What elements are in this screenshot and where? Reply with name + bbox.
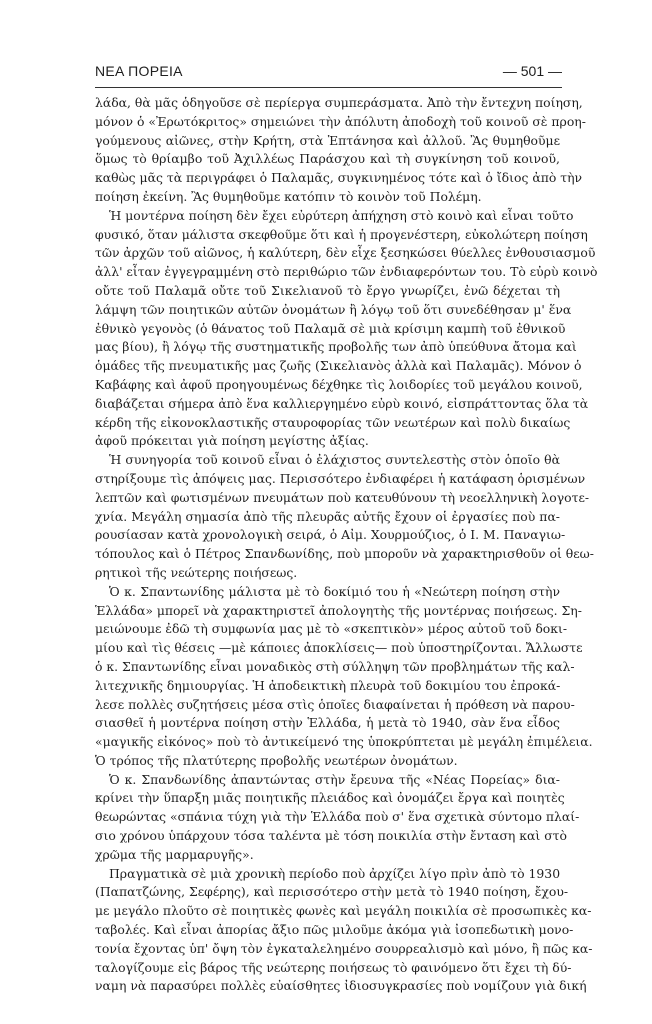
text-line: τόπουλος καὶ ὁ Πέτρος Σπανδωνίδης, ποὺ μποροῦν νὰ χαρακτηρισθοῦν οἱ θεω- <box>95 546 594 562</box>
text-line: ὁ κ. Σπαντωνίδης εἶναι μοναδικὸς στὴ σύλληψη τῶν προβλημάτων τῆς καλ- <box>95 658 575 674</box>
text-line: με μεγάλο πλοῦτο σὲ ποιητικὲς φωνὲς καὶ μεγάλη ποικιλία σὲ προσωπικὲς κα- <box>95 903 592 919</box>
text-line: χρῶμα τῆς μαρμαρυγῆς». <box>95 846 254 862</box>
text-line: λάδα, θὰ μᾶς ὁδηγοῦσε σὲ περίεργα συμπεράσματα. Ἀπὸ τὴν ἔντεχνη ποίηση, <box>95 95 583 110</box>
text-line: Ἑλλάδα» μπορεῖ νὰ χαρακτηριστεῖ ἀπολογητὴς τῆς μοντέρνας ποιήσεως. Ση- <box>95 602 582 618</box>
text-line: στηρίξουμε τὶς ἀπόψεις μας. Περισσότερο ἐνδιαφέρει ἡ κατάφαση ὁρισμένων <box>95 470 586 486</box>
text-line: τονία ἔχοντας ὑπ' ὄψη τὸν ἐγκαταλελημένο σουρρεαλισμὸ καὶ μόνο, ἢ πῶς κα- <box>95 940 593 956</box>
text-line: σιο χρόνου ὑπάρχουν τόσα ταλέντα μὲ τόση ποικιλία στὴν ἔνταση καὶ στὸ <box>95 828 567 844</box>
text-line: γούμενους αἰῶνες, στὴν Κρήτη, στὰ Ἑπτάνησα καὶ ἀλλοῦ. Ἂς θυμηθοῦμε <box>95 132 560 148</box>
text-line: μίου καὶ τὶς θέσεις —μὲ κάποιες ἀποκλίσεις— ποὺ ὑποστηρίζονται. Ἄλλωστε <box>95 640 583 656</box>
text-line: ταλογίζουμε εἰς βάρος τῆς νεώτερης ποιήσεως τὸ φαινόμενο ὅτι ἔχει τὴ δύ- <box>95 959 572 975</box>
text-line: διαβάζεται σήμερα ἀπὸ ἕνα καλλιεργημένο εὐρὺ κοινό, εἰσπράττοντας ὅλα τὰ <box>95 395 589 411</box>
text-line: λιτεχνικῆς δημιουργίας. Ἡ ἀποδεικτικὴ πλευρὰ τοῦ δοκιμίου του ἐπροκά- <box>95 677 561 693</box>
text-line: λεσε πολλὲς συζητήσεις μέσα στὶς ὁποῖες διαφαίνεται ἡ πρόθεση νὰ παρου- <box>95 696 575 712</box>
text-line: τῶν ἀρχῶν τοῦ αἰῶνος, ἡ καλύτερη, δὲν εἶχε ξεσηκώσει θύελλες ἐνθουσιασμοῦ <box>95 245 596 261</box>
text-line: Ὁ κ. Σπανδωνίδης ἀπαντώντας στὴν ἔρευνα τῆς «Νέας Πορείας» δια- <box>109 771 560 787</box>
text-line: Πραγματικὰ σὲ μιὰ χρονικὴ περίοδο ποὺ ἀρχίζει λίγο πρὶν ἀπὸ τὸ 1930 <box>109 865 561 881</box>
running-header <box>95 63 562 83</box>
text-line: ἐθνικὸ γεγονὸς (ὁ θάνατος τοῦ Παλαμᾶ σὲ μιὰ κρίσιμη καμπὴ τοῦ ἐθνικοῦ <box>95 320 566 336</box>
text-line: Καβάφης καὶ ἀφοῦ προηγουμένως δέχθηκε τὶς λοιδορίες τοῦ μεγάλου κοινοῦ, <box>95 376 583 392</box>
page-number: — 501 — <box>502 63 562 79</box>
text-line: σιασθεῖ ἡ μοντέρνα ποίηση στὴν Ἑλλάδα, ἡ μετὰ τὸ 1940, σὰν ἕνα εἶδος <box>95 715 560 731</box>
text-line: ρητικοὶ τῆς νεώτερης ποιήσεως. <box>95 564 298 580</box>
text-line: ὁμάδες τῆς πνευματικῆς μας ζωῆς (Σικελιανὸς ἀλλὰ καὶ Παλαμᾶς). Μόνον ὁ <box>95 358 582 374</box>
text-line: λεπτῶν καὶ φωτισμένων πνευμάτων ποὺ κατευθύνουν τὴ νεοελληνικὴ λογοτε- <box>95 489 590 505</box>
text-line: ὅμως τὸ θρίαμβο τοῦ Ἀχιλλέως Παράσχου καὶ τὴ συγκίνηση τοῦ κοινοῦ, <box>95 151 560 167</box>
text-line: κέρδη τῆς εἰκονοκλαστικῆς σταυροφορίας τῶν νεωτέρων καὶ πολὺ δικαίως <box>95 414 571 430</box>
text-line: χνία. Μεγάλη σημασία ἀπὸ τῆς πλευρᾶς αὐτῆς ἔχουν οἱ ἐργασίες ποὺ πα- <box>95 508 560 524</box>
text-line: λάμψη τῶν ποιητικῶν αὐτῶν ὀνομάτων ἢ λόγῳ τοῦ ὅτι συνεδέθησαν μ' ἕνα <box>95 301 572 317</box>
text-line: Ὁ κ. Σπαντωνίδης μάλιστα μὲ τὸ δοκίμιό του ἡ «Νεώτερη ποίηση στὴν <box>109 583 560 599</box>
text-line: μας βίου), ἢ λόγῳ τῆς συστηματικῆς προβολῆς των ἀπὸ ὑπεύθυνα ἄτομα καὶ <box>95 339 577 355</box>
header-rule <box>95 87 562 88</box>
text-line: θεωρώντας «σπάνια τύχη γιὰ τὴν Ἑλλάδα ποὺ σ' ἕνα σχετικὰ σύντομο πλαί- <box>95 809 580 825</box>
text-line: «μαγικῆς εἰκόνος» ποὺ τὸ ἀντικείμενό της ὑποκρύπτεται μὲ μεγάλη ἐπιμέλεια. <box>95 734 593 750</box>
text-line: φυσικό, ὅταν μάλιστα σκεφθοῦμε ὅτι καὶ ἡ προγενέστερη, εὐκολώτερη ποίηση <box>95 226 588 242</box>
text-line: μειώνουμε ἐδῶ τὴ συμφωνία μας μὲ τὸ «σκεπτικὸν» μέρος αὐτοῦ τοῦ δοκι- <box>95 621 568 637</box>
text-line: ρουσίασαν κατὰ χρονολογικὴ σειρά, ὁ Αἰμ. Χουρμούζιος, ὁ Ι. Μ. Παναγιω- <box>95 527 566 543</box>
text-line: καθὼς μᾶς τὰ περιγράφει ὁ Παλαμᾶς, συγκινημένος τότε καὶ ὁ ἴδιος ἀπὸ τὴν <box>95 170 583 186</box>
text-line: κρίνει τὴν ὕπαρξη μιᾶς ποιητικῆς πλειάδος καὶ ὀνομάζει ἔργα καὶ ποιητὲς <box>95 790 565 806</box>
body-text <box>95 94 598 996</box>
text-line: ταβολές. Καὶ εἶναι ἀπορίας ἄξιο πῶς μιλοῦμε ἀκόμα γιὰ ἰσοπεδωτικὴ μονο- <box>95 922 574 938</box>
text-line: Ἡ συνηγορία τοῦ κοινοῦ εἶναι ὁ ἐλάχιστος συντελεστὴς στὸν ὁποῖο θὰ <box>109 452 560 468</box>
text-line: Ἡ μοντέρνα ποίηση δὲν ἔχει εὐρύτερη ἀπήχηση στὸ κοινὸ καὶ εἶναι τοῦτο <box>109 207 574 223</box>
journal-title: ΝΕΑ ΠΟΡΕΙΑ <box>95 63 183 79</box>
text-line: (Παπατζώνης, Σεφέρης), καὶ περισσότερο στὴν μετὰ τὸ 1940 ποίηση, ἔχου- <box>95 884 569 900</box>
text-line: Ὁ τρόπος τῆς πλατύτερης προβολῆς νεωτέρων ὀνομάτων. <box>95 752 458 768</box>
text-line: ποίηση ἐκείνη. Ἂς θυμηθοῦμε κατόπιν τὸ κοινὸν τοῦ Πολέμη. <box>95 188 482 204</box>
text-line: ναμη νὰ παρασύρει πολλὲς εὐαίσθητες ἰδιοσυγκρασίες ποὺ νομίζουν γιὰ δική <box>95 978 587 994</box>
text-line: μόνον ὁ «Ἐρωτόκριτος» σημειώνει τὴν ἀπόλυτη ἀποδοχὴ τοῦ κοινοῦ σὲ προη- <box>95 113 586 129</box>
text-line: ἀφοῦ πρόκειται γιὰ ποίηση μεγίστης ἀξίας. <box>95 433 369 449</box>
text-line: ἀλλ' εἶταν ἐγγεγραμμένη στὸ περιθώριο τῶν ἐνδιαφερόντων του. Τὸ εὐρὺ κοινὸ <box>95 264 598 280</box>
text-line: οὔτε τοῦ Παλαμᾶ οὔτε τοῦ Σικελιανοῦ τὸ ἔργο γνωρίζει, ἐνῶ δέχεται τὴ <box>95 282 560 298</box>
